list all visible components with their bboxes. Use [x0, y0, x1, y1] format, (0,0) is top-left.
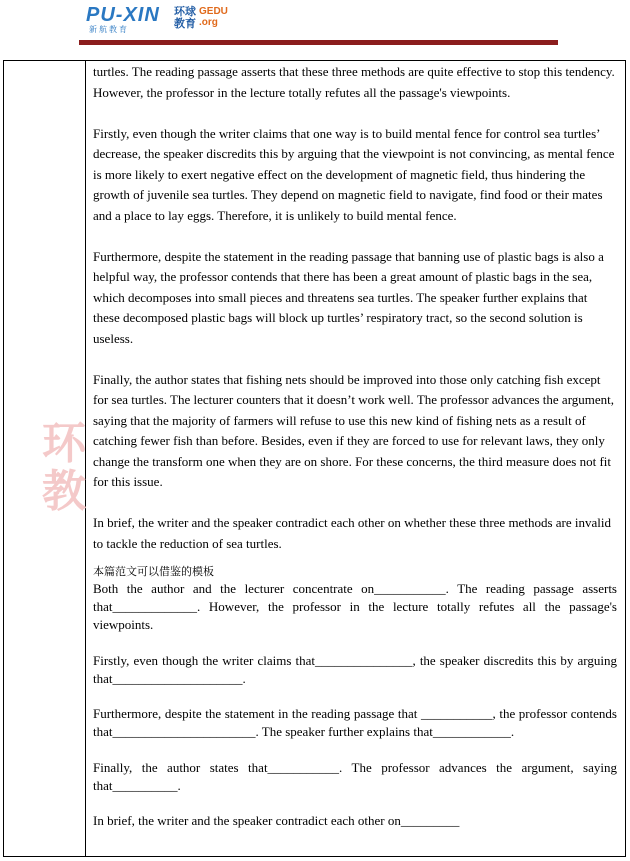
template-paragraph: Furthermore, despite the statement in the reading passage that ___________, the professor contends that______________________. The speaker further explains that____________.: [93, 706, 617, 739]
document-body: [93, 62, 617, 848]
template-paragraph: Firstly, even though the writer claims that_______________, the speaker discredits this by arguing that____________________.: [93, 652, 617, 686]
gedu-logo-line1: 环球: [174, 6, 196, 18]
watermark-char-1: 环: [42, 418, 86, 469]
essay-paragraph: In brief, the writer and the speaker contradict each other on whether these three methods are invalid to tackle the reduction of sea turtles.: [93, 515, 611, 551]
gedu-logo-text: [174, 6, 196, 30]
page-header: [0, 0, 630, 46]
essay-paragraph: Finally, the author states that fishing nets should be improved into those only catching fish except for sea turtles. The lecturer counters that it doesn’t work well. The professor advances the argument, saying that the majority of farmers will refuse to use this new kind of fishing nets as a result of catching fewer fish than before. Besides, even if they are forced to use for relevant laws, they only change the transform one when they are on shore. For these concerns, the third measure does not fit for this issue.: [93, 371, 615, 489]
gedu-logo-tag: [199, 6, 228, 28]
gedu-logo-tag1: GEDU: [199, 6, 228, 17]
template-paragraph: In brief, the writer and the speaker contradict each other on_________: [93, 813, 460, 828]
puxin-logo-subtitle: 新航教育: [89, 25, 129, 34]
essay-paragraph: turtles. The reading passage asserts that these three methods are quite effective to stop this tendency. However, the professor in the lecture totally refutes all the passage's viewpoints.: [93, 64, 615, 100]
template-paragraph: Finally, the author states that___________. The professor advances the argument, saying that__________.: [93, 759, 617, 793]
watermark: [42, 420, 86, 516]
essay-paragraph: Firstly, even though the writer claims that one way is to build mental fence for control sea turtles’ decrease, the speaker discredits this by arguing that the viewpoint is not convincing, as mental fence is more likely to exert negative effect on the development of magnetic field, thus hindering the growth of juvenile sea turtles. They depend on magnetic field to navigate, find food or their mates and a place to lay eggs. Therefore, it is unlikely to build mental fence.: [93, 125, 615, 223]
template-heading: 本篇范文可以借鉴的模板: [93, 565, 214, 578]
puxin-logo: PU-XIN: [86, 4, 160, 26]
gedu-logo-line2: 教育: [174, 18, 196, 30]
essay-paragraph: Furthermore, despite the statement in the reading passage that banning use of plastic bags is also a helpful way, the professor contends that there has been a great amount of plastic bags in the sea, which decomposes into small pieces and threatens sea turtles. The speaker further explains that these decomposed plastic bags will block up turtles’ respiratory tract, so the second solution is useless.: [93, 248, 604, 346]
header-divider: [79, 40, 558, 45]
gedu-logo-tag2: .org: [199, 17, 218, 28]
template-paragraph: Both the author and the lecturer concentrate on___________. The reading passage asserts that_____________. However, the professor in the lecture totally refutes all the passage's viewpoints.: [93, 581, 617, 632]
watermark-char-2: 教: [42, 466, 86, 517]
